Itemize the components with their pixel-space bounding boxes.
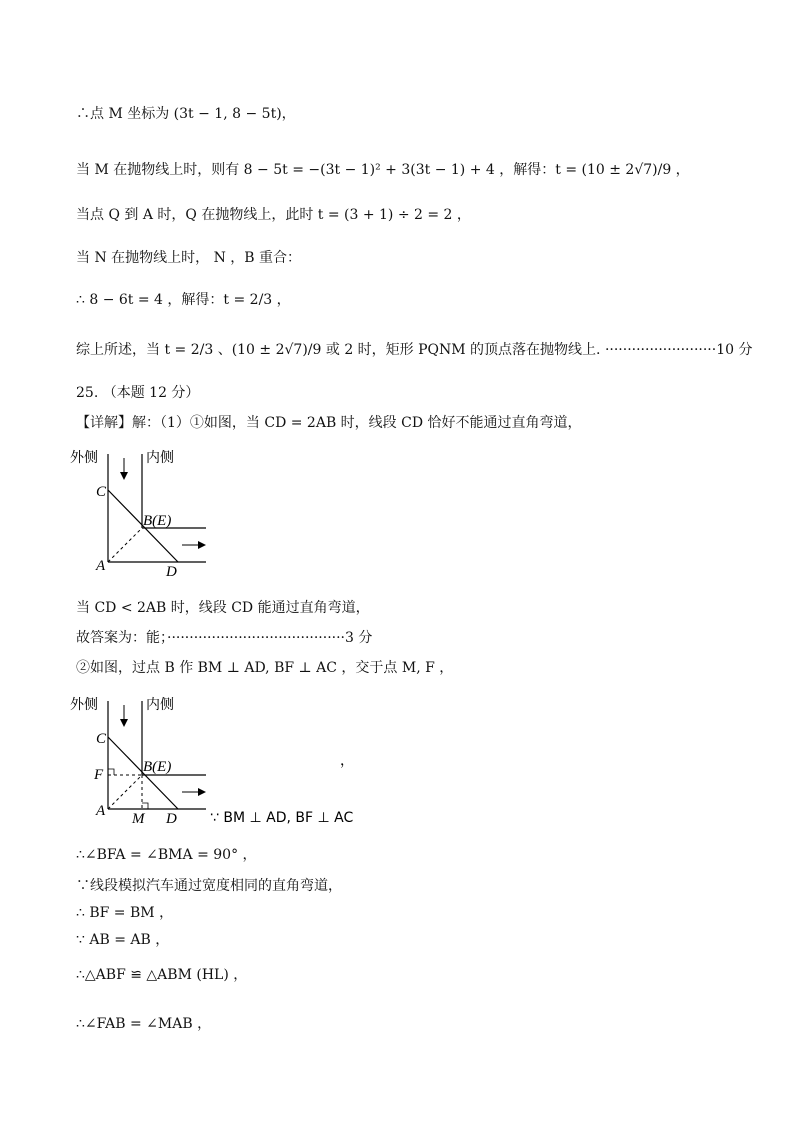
text-line-8: 【详解】解：（1）①如图，当 CD = 2AB 时，线段 CD 恰好不能通过直角弯道，: [76, 415, 582, 431]
text-line-1: ∴点 M 坐标为 (3t − 1, 8 − 5t)，: [76, 106, 296, 122]
figure-1-right-angle-bend: [70, 448, 220, 578]
point-a: A: [96, 803, 106, 819]
text-line-14: ∴ BF = BM ，: [76, 905, 174, 921]
label-inner: 内侧: [146, 450, 174, 466]
label-inner: 内侧: [146, 697, 174, 713]
point-c: C: [96, 731, 107, 747]
point-be: B(E): [143, 513, 172, 529]
point-m: M: [132, 811, 145, 827]
section-heading-25: 25. （本题 12 分）: [76, 385, 200, 401]
label-outer: 外侧: [70, 450, 98, 466]
text-line-15: ∵ AB = AB ，: [76, 932, 170, 948]
text-line-10: 故答案为：能；········································3 分: [76, 630, 373, 646]
figure-2-right-angle-bend: [70, 695, 360, 835]
text-line-11: ②如图，过点 B 作 BM ⊥ AD, BF ⊥ AC ，交于点 M, F ，: [76, 660, 454, 676]
text-line-4: 当 N 在抛物线上时， N ，B 重合：: [76, 250, 302, 266]
text-line-6: 综上所述，当 t = 2/3 、(10 ± 2√7)/9 或 2 时，矩形 PQNM 的顶点落在抛物线上. ·························10 分: [76, 342, 753, 358]
text-line-3: 当点 Q 到 A 时，Q 在抛物线上，此时 t = (3 + 1) ÷ 2 = 2 ，: [76, 207, 471, 223]
text-line-16: ∴△ABF ≌ △ABM (HL) ，: [76, 967, 248, 983]
figure-comma: ，: [340, 753, 354, 769]
text-line-9: 当 CD < 2AB 时，线段 CD 能通过直角弯道，: [76, 600, 370, 616]
point-c: C: [96, 484, 107, 500]
text-line-2: 当 M 在抛物线上时，则有 8 − 5t = −(3t − 1)² + 3(3t − 1) + 4 ，解得：t = (10 ± 2√7)/9 ，: [76, 162, 690, 178]
point-d: D: [166, 564, 177, 580]
text-line-12: ∴∠BFA = ∠BMA = 90° ，: [76, 847, 257, 863]
text-line-5: ∴ 8 − 6t = 4 ，解得：t = 2/3 ，: [76, 292, 291, 308]
figure-caption: ∵ BM ⊥ AD, BF ⊥ AC: [210, 810, 354, 826]
point-be: B(E): [143, 759, 172, 775]
point-a: A: [96, 558, 106, 574]
point-f: F: [94, 767, 104, 783]
text-line-17: ∴∠FAB = ∠MAB ，: [76, 1016, 212, 1032]
label-outer: 外侧: [70, 697, 98, 713]
point-d: D: [166, 811, 177, 827]
text-line-13: ∵线段模拟汽车通过宽度相同的直角弯道，: [76, 878, 342, 894]
